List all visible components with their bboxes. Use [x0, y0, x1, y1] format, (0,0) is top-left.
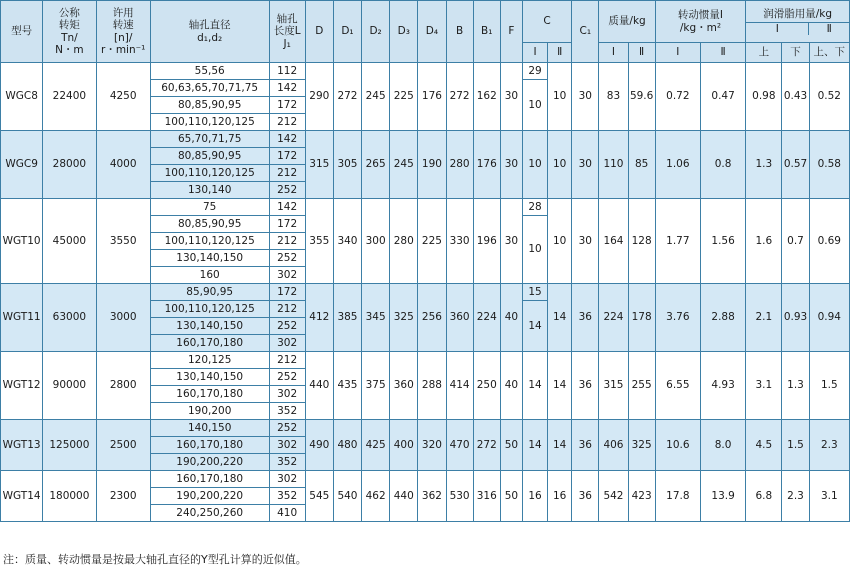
- header-mass: 质量/kg: [599, 1, 655, 43]
- bore-length-cell: 142: [269, 80, 305, 97]
- grease-down: 2.3: [782, 471, 809, 522]
- bore-length-cell: 212: [269, 301, 305, 318]
- bore-diameter-cell: 190,200,220: [150, 488, 269, 505]
- mass-I: 110: [599, 131, 628, 199]
- speed-cell: 3000: [96, 284, 150, 352]
- header-D1: D₁: [333, 1, 361, 63]
- speed-cell: 2300: [96, 471, 150, 522]
- dim-B: 330: [446, 199, 473, 284]
- header-grease: 润滑脂用量/kg Ⅰ Ⅱ: [746, 1, 850, 43]
- dim-B1: 162: [473, 63, 500, 131]
- dim-D2: 345: [362, 284, 390, 352]
- dim-C-II: 10: [548, 199, 572, 284]
- dim-C-I-second: 10: [522, 216, 547, 284]
- dim-C-II: 16: [548, 471, 572, 522]
- dim-C-I: 16: [522, 471, 547, 522]
- bore-length-cell: 252: [269, 318, 305, 335]
- grease-up: 2.1: [746, 284, 782, 352]
- table-header: [1, 1, 850, 63]
- dim-D3: 280: [390, 199, 418, 284]
- bore-diameter-cell: 240,250,260: [150, 505, 269, 522]
- bore-length-cell: 142: [269, 131, 305, 148]
- model-cell: WGT10: [1, 199, 43, 284]
- model-group-wgt10: [1, 199, 850, 284]
- dim-D4: 225: [418, 199, 446, 284]
- bore-diameter-cell: 130,140,150: [150, 369, 269, 386]
- inertia-I: 10.6: [655, 420, 700, 471]
- dim-D: 490: [305, 420, 333, 471]
- bore-length-cell: 212: [269, 114, 305, 131]
- dim-D2: 300: [362, 199, 390, 284]
- dim-C-II: 14: [548, 420, 572, 471]
- bore-length-cell: 172: [269, 216, 305, 233]
- dim-B: 280: [446, 131, 473, 199]
- bore-diameter-cell: 100,110,120,125: [150, 114, 269, 131]
- dim-D: 545: [305, 471, 333, 522]
- grease-both: 0.94: [809, 284, 849, 352]
- dim-D1: 305: [333, 131, 361, 199]
- torque-cell: 63000: [43, 284, 96, 352]
- header-C: C: [522, 1, 571, 43]
- dim-D1: 272: [333, 63, 361, 131]
- header-D3: D₃: [390, 1, 418, 63]
- dim-C1: 30: [572, 63, 599, 131]
- bore-diameter-cell: 160,170,180: [150, 335, 269, 352]
- header-D: D: [305, 1, 333, 63]
- dim-D1: 540: [333, 471, 361, 522]
- header-inertia-I: Ⅰ: [655, 43, 700, 63]
- dim-D: 315: [305, 131, 333, 199]
- dim-D1: 480: [333, 420, 361, 471]
- mass-II: 128: [628, 199, 655, 284]
- bore-length-cell: 352: [269, 488, 305, 505]
- grease-both: 1.5: [809, 352, 849, 420]
- dim-C-I-first: 29: [522, 63, 547, 80]
- dim-C-I-second: 14: [522, 301, 547, 352]
- bore-length-cell: 302: [269, 267, 305, 284]
- grease-down: 0.43: [782, 63, 809, 131]
- bore-diameter-cell: 160,170,180: [150, 437, 269, 454]
- grease-down: 1.3: [782, 352, 809, 420]
- bore-length-cell: 172: [269, 284, 305, 301]
- speed-cell: 4000: [96, 131, 150, 199]
- dim-D: 290: [305, 63, 333, 131]
- bore-diameter-cell: 100,110,120,125: [150, 301, 269, 318]
- dim-D: 412: [305, 284, 333, 352]
- dim-D3: 360: [390, 352, 418, 420]
- bore-diameter-cell: 75: [150, 199, 269, 216]
- model-group-wgt14: [1, 471, 850, 522]
- inertia-I: 1.06: [655, 131, 700, 199]
- dim-C-II: 14: [548, 284, 572, 352]
- dim-C-II: 10: [548, 63, 572, 131]
- dim-D2: 265: [362, 131, 390, 199]
- mass-I: 315: [599, 352, 628, 420]
- dim-D3: 325: [390, 284, 418, 352]
- dim-B: 414: [446, 352, 473, 420]
- model-cell: WGT11: [1, 284, 43, 352]
- dim-D3: 225: [390, 63, 418, 131]
- bore-diameter-cell: 80,85,90,95: [150, 216, 269, 233]
- bore-length-cell: 352: [269, 403, 305, 420]
- header-model: 型号: [1, 1, 43, 63]
- grease-up: 1.3: [746, 131, 782, 199]
- mass-II: 59.6: [628, 63, 655, 131]
- header-D4: D₄: [418, 1, 446, 63]
- bore-length-cell: 112: [269, 63, 305, 80]
- dim-D3: 440: [390, 471, 418, 522]
- dim-B1: 316: [473, 471, 500, 522]
- mass-I: 406: [599, 420, 628, 471]
- grease-down: 0.93: [782, 284, 809, 352]
- model-group-wgc9: [1, 131, 850, 199]
- dim-D4: 362: [418, 471, 446, 522]
- mass-I: 542: [599, 471, 628, 522]
- inertia-I: 17.8: [655, 471, 700, 522]
- inertia-I: 1.77: [655, 199, 700, 284]
- bore-diameter-cell: 130,140,150: [150, 318, 269, 335]
- bore-length-cell: 252: [269, 182, 305, 199]
- dim-D4: 256: [418, 284, 446, 352]
- bore-diameter-cell: 160,170,180: [150, 471, 269, 488]
- bore-diameter-cell: 80,85,90,95: [150, 97, 269, 114]
- bore-diameter-cell: 65,70,71,75: [150, 131, 269, 148]
- dim-C1: 30: [572, 199, 599, 284]
- dim-C1: 36: [572, 471, 599, 522]
- bore-length-cell: 212: [269, 352, 305, 369]
- dim-D1: 435: [333, 352, 361, 420]
- dim-C-I: 14: [522, 352, 547, 420]
- model-cell: WGC9: [1, 131, 43, 199]
- bore-diameter-cell: 100,110,120,125: [150, 165, 269, 182]
- header-speed: 许用 转速 [n]/ r・min⁻¹: [96, 1, 150, 63]
- model-group-wgt13: [1, 420, 850, 471]
- dim-C1: 36: [572, 352, 599, 420]
- bore-length-cell: 302: [269, 437, 305, 454]
- dim-C-II: 14: [548, 352, 572, 420]
- bore-diameter-cell: 190,200,220: [150, 454, 269, 471]
- dim-B: 272: [446, 63, 473, 131]
- dim-B1: 272: [473, 420, 500, 471]
- dim-C1: 36: [572, 420, 599, 471]
- dim-F: 50: [500, 471, 522, 522]
- grease-both: 0.69: [809, 199, 849, 284]
- torque-cell: 28000: [43, 131, 96, 199]
- mass-I: 224: [599, 284, 628, 352]
- grease-group-2: Ⅱ: [826, 23, 832, 35]
- bore-length-cell: 302: [269, 335, 305, 352]
- header-grease-down: 下: [782, 43, 809, 63]
- header-torque: 公称 转矩 Tn/ N・m: [43, 1, 96, 63]
- inertia-I: 6.55: [655, 352, 700, 420]
- inertia-II: 2.88: [700, 284, 745, 352]
- inertia-II: 0.47: [700, 63, 745, 131]
- speed-cell: 3550: [96, 199, 150, 284]
- header-mass-II: Ⅱ: [628, 43, 655, 63]
- dim-D3: 245: [390, 131, 418, 199]
- dim-F: 40: [500, 284, 522, 352]
- bore-diameter-cell: 85,90,95: [150, 284, 269, 301]
- mass-II: 325: [628, 420, 655, 471]
- header-B: B: [446, 1, 473, 63]
- header-bore-length: 轴孔 长度L J₁: [269, 1, 305, 63]
- dim-B: 530: [446, 471, 473, 522]
- bore-diameter-cell: 100,110,120,125: [150, 233, 269, 250]
- bore-length-cell: 410: [269, 505, 305, 522]
- bore-length-cell: 212: [269, 233, 305, 250]
- grease-both: 2.3: [809, 420, 849, 471]
- bore-length-cell: 302: [269, 386, 305, 403]
- dim-B1: 224: [473, 284, 500, 352]
- footnote: 注：质量、转动惯量是按最大轴孔直径的Y型孔计算的近似值。: [3, 553, 307, 566]
- dim-D1: 385: [333, 284, 361, 352]
- dim-D4: 190: [418, 131, 446, 199]
- bore-length-cell: 142: [269, 199, 305, 216]
- dim-D2: 462: [362, 471, 390, 522]
- dim-F: 30: [500, 63, 522, 131]
- grease-group-1: Ⅰ: [746, 23, 809, 35]
- dim-C-I-first: 15: [522, 284, 547, 301]
- torque-cell: 45000: [43, 199, 96, 284]
- header-bore-diameter: 轴孔直径 d₁,d₂: [150, 1, 269, 63]
- mass-II: 255: [628, 352, 655, 420]
- dim-D: 355: [305, 199, 333, 284]
- bore-diameter-cell: 160,170,180: [150, 386, 269, 403]
- torque-cell: 90000: [43, 352, 96, 420]
- mass-I: 83: [599, 63, 628, 131]
- grease-both: 0.58: [809, 131, 849, 199]
- dim-D2: 375: [362, 352, 390, 420]
- bore-diameter-cell: 130,140,150: [150, 250, 269, 267]
- dim-F: 30: [500, 199, 522, 284]
- bore-diameter-cell: 140,150: [150, 420, 269, 437]
- bore-length-cell: 212: [269, 165, 305, 182]
- dim-C-II: 10: [548, 131, 572, 199]
- grease-up: 3.1: [746, 352, 782, 420]
- dim-D4: 320: [418, 420, 446, 471]
- inertia-I: 0.72: [655, 63, 700, 131]
- grease-down: 1.5: [782, 420, 809, 471]
- grease-down: 0.57: [782, 131, 809, 199]
- dim-D2: 245: [362, 63, 390, 131]
- dim-D4: 288: [418, 352, 446, 420]
- header-C-II: Ⅱ: [548, 43, 572, 63]
- inertia-II: 13.9: [700, 471, 745, 522]
- header-C-I: Ⅰ: [522, 43, 547, 63]
- dim-C-I-second: 10: [522, 80, 547, 131]
- dim-D4: 176: [418, 63, 446, 131]
- torque-cell: 125000: [43, 420, 96, 471]
- dim-B: 360: [446, 284, 473, 352]
- bore-diameter-cell: 190,200: [150, 403, 269, 420]
- grease-both: 0.52: [809, 63, 849, 131]
- dim-B1: 196: [473, 199, 500, 284]
- model-group-wgt12: [1, 352, 850, 420]
- model-cell: WGC8: [1, 63, 43, 131]
- dim-F: 30: [500, 131, 522, 199]
- bore-diameter-cell: 55,56: [150, 63, 269, 80]
- model-group-wgt11: [1, 284, 850, 352]
- dim-C-I-first: 28: [522, 199, 547, 216]
- bore-length-cell: 172: [269, 148, 305, 165]
- bore-diameter-cell: 120,125: [150, 352, 269, 369]
- grease-up: 0.98: [746, 63, 782, 131]
- dim-C-I: 10: [522, 131, 547, 199]
- bore-length-cell: 252: [269, 420, 305, 437]
- mass-II: 85: [628, 131, 655, 199]
- dim-C1: 30: [572, 131, 599, 199]
- bore-length-cell: 352: [269, 454, 305, 471]
- grease-up: 6.8: [746, 471, 782, 522]
- torque-cell: 22400: [43, 63, 96, 131]
- bore-diameter-cell: 160: [150, 267, 269, 284]
- bore-length-cell: 172: [269, 97, 305, 114]
- header-inertia: 转动惯量I /kg・m²: [655, 1, 746, 43]
- grease-up: 1.6: [746, 199, 782, 284]
- dim-D3: 400: [390, 420, 418, 471]
- header-B1: B₁: [473, 1, 500, 63]
- model-cell: WGT14: [1, 471, 43, 522]
- grease-down: 0.7: [782, 199, 809, 284]
- speed-cell: 2800: [96, 352, 150, 420]
- inertia-II: 1.56: [700, 199, 745, 284]
- mass-I: 164: [599, 199, 628, 284]
- dim-B: 470: [446, 420, 473, 471]
- dim-F: 50: [500, 420, 522, 471]
- mass-II: 423: [628, 471, 655, 522]
- speed-cell: 4250: [96, 63, 150, 131]
- bore-diameter-cell: 130,140: [150, 182, 269, 199]
- header-grease-up: 上: [746, 43, 782, 63]
- inertia-II: 8.0: [700, 420, 745, 471]
- header-C1: C₁: [572, 1, 599, 63]
- inertia-I: 3.76: [655, 284, 700, 352]
- torque-cell: 180000: [43, 471, 96, 522]
- model-cell: WGT13: [1, 420, 43, 471]
- header-inertia-II: Ⅱ: [700, 43, 745, 63]
- dim-D: 440: [305, 352, 333, 420]
- dim-C-I: 14: [522, 420, 547, 471]
- bore-diameter-cell: 60,63,65,70,71,75: [150, 80, 269, 97]
- grease-both: 3.1: [809, 471, 849, 522]
- model-cell: WGT12: [1, 352, 43, 420]
- model-group-wgc8: [1, 63, 850, 131]
- dim-D1: 340: [333, 199, 361, 284]
- header-F: F: [500, 1, 522, 63]
- bore-length-cell: 252: [269, 250, 305, 267]
- mass-II: 178: [628, 284, 655, 352]
- grease-up: 4.5: [746, 420, 782, 471]
- bore-length-cell: 252: [269, 369, 305, 386]
- speed-cell: 2500: [96, 420, 150, 471]
- dim-C1: 36: [572, 284, 599, 352]
- inertia-II: 4.93: [700, 352, 745, 420]
- header-grease-both: 上、下: [809, 43, 849, 63]
- header-mass-I: Ⅰ: [599, 43, 628, 63]
- bore-diameter-cell: 80,85,90,95: [150, 148, 269, 165]
- dim-F: 40: [500, 352, 522, 420]
- bore-length-cell: 302: [269, 471, 305, 488]
- dim-B1: 250: [473, 352, 500, 420]
- dim-D2: 425: [362, 420, 390, 471]
- dim-B1: 176: [473, 131, 500, 199]
- header-D2: D₂: [362, 1, 390, 63]
- inertia-II: 0.8: [700, 131, 745, 199]
